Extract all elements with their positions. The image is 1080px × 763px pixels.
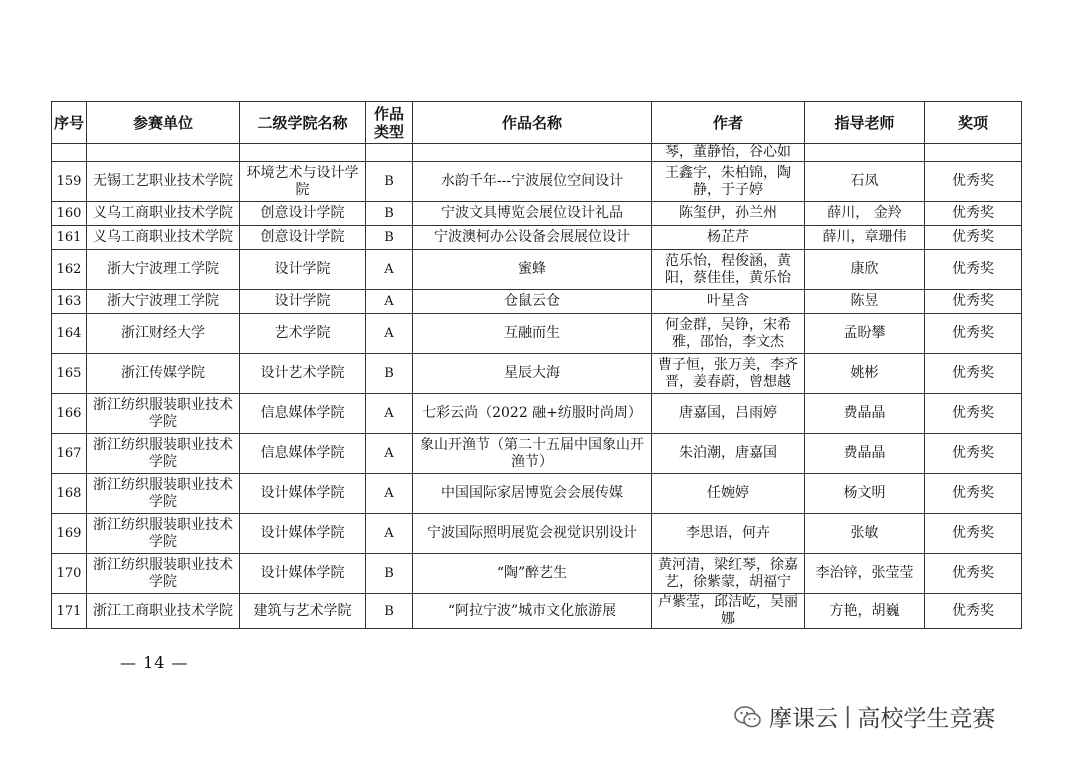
table-row	[52, 394, 1022, 434]
cell-advisor: 方艳，胡巍	[805, 594, 925, 629]
cell-authors: 黄河清，梁红琴，徐嘉艺，徐紫蒙，胡福宁	[652, 554, 805, 594]
cell-type: B	[366, 554, 413, 594]
watermark-brand: 摩课云	[769, 706, 838, 732]
cell-unit: 浙江纺织服装职业技术学院	[87, 434, 240, 474]
cell-index: 170	[52, 554, 87, 594]
table-row	[52, 250, 1022, 290]
cell-college: 环境艺术与设计学院	[240, 162, 366, 202]
cell-award: 优秀奖	[925, 290, 1022, 314]
cell-college	[240, 144, 366, 162]
cell-work: 水韵千年---宁波展位空间设计	[413, 162, 652, 202]
awards-table	[51, 101, 1022, 629]
cell-type: A	[366, 434, 413, 474]
cell-work: 宁波文具博览会展位设计礼品	[413, 202, 652, 226]
cell-authors: 琴，董静怡，谷心如	[652, 144, 805, 162]
cell-work: 星辰大海	[413, 354, 652, 394]
cell-work: 仓鼠云仓	[413, 290, 652, 314]
header-authors: 作者	[652, 102, 805, 144]
header-row	[52, 102, 1022, 144]
cell-advisor: 孟盼攀	[805, 314, 925, 354]
cell-index: 161	[52, 226, 87, 250]
table-body	[52, 144, 1022, 629]
cell-award: 优秀奖	[925, 514, 1022, 554]
cell-advisor: 薛川， 金羚	[805, 202, 925, 226]
cell-award: 优秀奖	[925, 394, 1022, 434]
watermark-channel: 高校学生竞赛	[857, 706, 996, 732]
cell-authors: 朱泊潮，唐嘉国	[652, 434, 805, 474]
cell-college: 创意设计学院	[240, 226, 366, 250]
cell-unit: 义乌工商职业技术学院	[87, 226, 240, 250]
cell-award: 优秀奖	[925, 474, 1022, 514]
cell-award: 优秀奖	[925, 162, 1022, 202]
cell-unit: 浙江纺织服装职业技术学院	[87, 554, 240, 594]
cell-college: 设计学院	[240, 250, 366, 290]
header-unit: 参赛单位	[87, 102, 240, 144]
cell-type: A	[366, 514, 413, 554]
cell-unit: 浙江工商职业技术学院	[87, 594, 240, 629]
cell-authors: 范乐怡，程俊涵，黄阳，蔡佳佳，黄乐怡	[652, 250, 805, 290]
cell-unit: 无锡工艺职业技术学院	[87, 162, 240, 202]
cell-type: A	[366, 290, 413, 314]
cell-college: 创意设计学院	[240, 202, 366, 226]
cell-work: 宁波澳柯办公设备会展展位设计	[413, 226, 652, 250]
cell-type: B	[366, 354, 413, 394]
cell-unit: 义乌工商职业技术学院	[87, 202, 240, 226]
cell-college: 设计艺术学院	[240, 354, 366, 394]
cell-index: 169	[52, 514, 87, 554]
table-row	[52, 354, 1022, 394]
cell-work: 蜜蜂	[413, 250, 652, 290]
cell-work: 互融而生	[413, 314, 652, 354]
cell-award: 优秀奖	[925, 250, 1022, 290]
cell-advisor	[805, 144, 925, 162]
cell-unit	[87, 144, 240, 162]
cell-index: 171	[52, 594, 87, 629]
cell-type: A	[366, 474, 413, 514]
cell-authors: 杨芷芹	[652, 226, 805, 250]
header-advisor: 指导老师	[805, 102, 925, 144]
cell-authors: 曹子恒，张万美，李齐晋，姜春蔚，曾想越	[652, 354, 805, 394]
cell-work: 象山开渔节（第二十五届中国象山开渔节）	[413, 434, 652, 474]
cell-type: A	[366, 314, 413, 354]
cell-unit: 浙大宁波理工学院	[87, 250, 240, 290]
watermark	[733, 700, 995, 733]
cell-index: 163	[52, 290, 87, 314]
table-row	[52, 162, 1022, 202]
cell-advisor: 康欣	[805, 250, 925, 290]
table-header	[52, 102, 1022, 144]
cell-index: 165	[52, 354, 87, 394]
cell-work: 宁波国际照明展览会视觉识别设计	[413, 514, 652, 554]
cell-index: 167	[52, 434, 87, 474]
watermark-separator: |	[844, 704, 852, 729]
cell-work: 七彩云尚（2022 融+纺服时尚周）	[413, 394, 652, 434]
cell-college: 设计媒体学院	[240, 554, 366, 594]
header-index: 序号	[52, 102, 87, 144]
cell-type: A	[366, 250, 413, 290]
cell-unit: 浙江纺织服装职业技术学院	[87, 514, 240, 554]
cell-index: 160	[52, 202, 87, 226]
cell-work	[413, 144, 652, 162]
cell-unit: 浙江纺织服装职业技术学院	[87, 474, 240, 514]
cell-index	[52, 144, 87, 162]
cell-college: 设计学院	[240, 290, 366, 314]
cell-unit: 浙江纺织服装职业技术学院	[87, 394, 240, 434]
cell-advisor: 张敏	[805, 514, 925, 554]
cell-work: “陶”醉艺生	[413, 554, 652, 594]
table-row	[52, 594, 1022, 629]
table-row	[52, 514, 1022, 554]
cell-unit: 浙江财经大学	[87, 314, 240, 354]
cell-award: 优秀奖	[925, 226, 1022, 250]
page-number: — 14 —	[120, 653, 189, 672]
cell-advisor: 陈昱	[805, 290, 925, 314]
cell-index: 159	[52, 162, 87, 202]
cell-award: 优秀奖	[925, 202, 1022, 226]
cell-award: 优秀奖	[925, 554, 1022, 594]
cell-work: 中国国际家居博览会会展传媒	[413, 474, 652, 514]
cell-type: A	[366, 394, 413, 434]
table-row	[52, 474, 1022, 514]
cell-work: “阿拉宁波”城市文化旅游展	[413, 594, 652, 629]
cell-college: 信息媒体学院	[240, 394, 366, 434]
header-award: 奖项	[925, 102, 1022, 144]
cell-award	[925, 144, 1022, 162]
cell-index: 166	[52, 394, 87, 434]
cell-college: 建筑与艺术学院	[240, 594, 366, 629]
cell-advisor: 杨文明	[805, 474, 925, 514]
cell-type: B	[366, 594, 413, 629]
table-row	[52, 226, 1022, 250]
table-row	[52, 144, 1022, 162]
cell-type: B	[366, 202, 413, 226]
cell-authors: 唐嘉国，吕雨婷	[652, 394, 805, 434]
cell-college: 设计媒体学院	[240, 474, 366, 514]
cell-award: 优秀奖	[925, 434, 1022, 474]
cell-authors: 何金群，吴铮，宋希雅，邵怡，李文杰	[652, 314, 805, 354]
cell-award: 优秀奖	[925, 314, 1022, 354]
cell-authors: 任婉婷	[652, 474, 805, 514]
cell-advisor: 石凤	[805, 162, 925, 202]
cell-college: 设计媒体学院	[240, 514, 366, 554]
cell-index: 162	[52, 250, 87, 290]
table-row	[52, 554, 1022, 594]
cell-type	[366, 144, 413, 162]
cell-award: 优秀奖	[925, 354, 1022, 394]
table-row	[52, 314, 1022, 354]
cell-index: 168	[52, 474, 87, 514]
cell-unit: 浙江传媒学院	[87, 354, 240, 394]
cell-unit: 浙大宁波理工学院	[87, 290, 240, 314]
cell-index: 164	[52, 314, 87, 354]
cell-authors: 王鑫宇，朱柏锦，陶静，于子婷	[652, 162, 805, 202]
wechat-icon	[733, 704, 763, 730]
cell-college: 艺术学院	[240, 314, 366, 354]
cell-authors: 陈玺伊，孙兰州	[652, 202, 805, 226]
header-work: 作品名称	[413, 102, 652, 144]
cell-advisor: 李治锌，张莹莹	[805, 554, 925, 594]
cell-advisor: 薛川，章珊伟	[805, 226, 925, 250]
cell-authors: 叶星含	[652, 290, 805, 314]
cell-college: 信息媒体学院	[240, 434, 366, 474]
table-row	[52, 290, 1022, 314]
table-row	[52, 202, 1022, 226]
cell-advisor: 姚彬	[805, 354, 925, 394]
cell-type: B	[366, 162, 413, 202]
cell-advisor: 费晶晶	[805, 394, 925, 434]
header-type: 作品类型	[366, 102, 413, 144]
cell-award: 优秀奖	[925, 594, 1022, 629]
header-college: 二级学院名称	[240, 102, 366, 144]
table-row	[52, 434, 1022, 474]
cell-advisor: 费晶晶	[805, 434, 925, 474]
cell-authors: 李思语，何卉	[652, 514, 805, 554]
cell-type: B	[366, 226, 413, 250]
cell-authors: 卢紫莹，邱洁屹，吴丽娜	[652, 594, 805, 629]
